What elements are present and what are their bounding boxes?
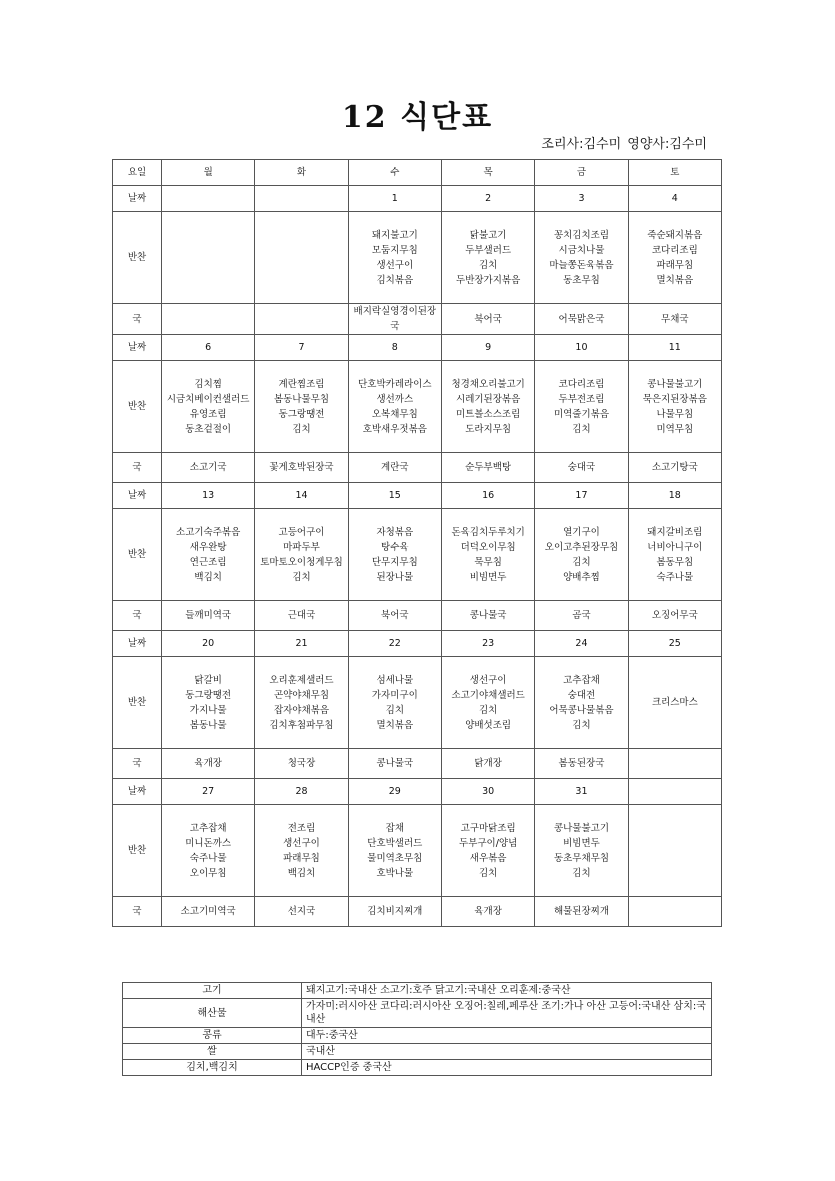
menu-item: 계란찜조림	[278, 378, 325, 390]
menu-item: 오이무침	[189, 867, 227, 879]
soup-cell: 순두부백탕	[441, 453, 534, 483]
menu-item: 백김치	[287, 867, 316, 879]
menu-item: 콩나물불고기	[553, 822, 609, 834]
soup-cell: 오징어무국	[628, 601, 721, 631]
origin-table	[122, 982, 712, 1076]
weekday-header: 화	[255, 160, 348, 186]
menu-item: 섬세나물	[376, 674, 414, 686]
side-dish-label: 반찬	[113, 361, 162, 453]
side-dish-cell	[535, 509, 628, 601]
menu-item: 시레기된장볶음	[456, 393, 521, 405]
soup-row	[113, 453, 722, 483]
soup-cell: 육개장	[441, 897, 534, 927]
side-dish-cell	[535, 805, 628, 897]
menu-item: 김치	[292, 571, 311, 583]
menu-item: 콩나물불고기	[647, 378, 703, 390]
menu-item: 비빔면두	[563, 837, 600, 849]
date-cell: 8	[348, 335, 441, 361]
date-cell: 10	[535, 335, 628, 361]
soup-cell: 숭대국	[535, 453, 628, 483]
side-dish-cell	[255, 361, 348, 453]
date-label: 날짜	[113, 779, 162, 805]
side-dish-cell	[441, 509, 534, 601]
soup-cell	[628, 897, 721, 927]
menu-item: 김치후첨파무침	[269, 719, 334, 731]
menu-item: 묵은지된장볶음	[642, 393, 707, 405]
menu-item: 죽순돼지볶음	[647, 229, 703, 241]
origin-value: 돼지고기:국내산 소고기:호주 닭고기:국내산 오리훈제:중국산	[302, 983, 712, 999]
side-dish-row	[113, 509, 722, 601]
menu-table	[112, 159, 722, 927]
date-cell: 24	[535, 631, 628, 657]
side-dish-cell	[348, 805, 441, 897]
soup-label: 국	[113, 601, 162, 631]
date-cell: 22	[348, 631, 441, 657]
soup-cell: 닭개장	[441, 749, 534, 779]
soup-row	[113, 897, 722, 927]
menu-item: 더덕오이무침	[460, 541, 516, 553]
soup-cell: 콩나물국	[441, 601, 534, 631]
menu-item: 오복채무침	[371, 408, 418, 420]
soup-row	[113, 749, 722, 779]
side-dish-cell	[441, 212, 534, 304]
date-cell	[162, 186, 255, 212]
date-cell: 25	[628, 631, 721, 657]
side-dish-row	[113, 361, 722, 453]
origin-category: 김치,백김치	[123, 1060, 302, 1076]
menu-item: 닭갈비	[194, 674, 222, 686]
menu-item: 양배섯조림	[465, 719, 512, 731]
side-dish-cell	[628, 657, 721, 749]
menu-item: 동초무침	[563, 274, 600, 286]
side-dish-cell	[162, 361, 255, 453]
weekday-header: 금	[535, 160, 628, 186]
menu-item: 도라지무침	[465, 423, 512, 435]
soup-cell: 소고기국	[162, 453, 255, 483]
menu-item: 고등어구이	[278, 526, 325, 538]
date-label: 날짜	[113, 631, 162, 657]
menu-item: 오이고추된장무침	[544, 541, 619, 553]
menu-item: 비빔면두	[469, 571, 507, 583]
menu-item: 숙주나물	[189, 852, 227, 864]
soup-cell	[628, 749, 721, 779]
menu-item: 파래무침	[283, 852, 320, 864]
soup-label: 국	[113, 897, 162, 927]
soup-cell	[255, 304, 348, 335]
menu-item: 자청볶음	[376, 526, 414, 538]
side-dish-cell	[162, 509, 255, 601]
soup-cell: 꽃게호박된장국	[255, 453, 348, 483]
side-dish-row	[113, 657, 722, 749]
date-cell: 23	[441, 631, 534, 657]
side-dish-cell	[255, 212, 348, 304]
soup-cell: 콩나물국	[348, 749, 441, 779]
menu-item: 잡채	[385, 822, 404, 834]
menu-item: 잡자야채볶음	[273, 704, 330, 716]
menu-item: 시금치나물	[558, 244, 605, 256]
menu-item: 멸치볶음	[376, 719, 414, 731]
side-dish-cell	[255, 509, 348, 601]
date-cell: 14	[255, 483, 348, 509]
side-dish-cell	[441, 361, 534, 453]
weekday-header: 수	[348, 160, 441, 186]
soup-label: 국	[113, 453, 162, 483]
soup-cell	[162, 304, 255, 335]
soup-cell: 들깨미역국	[162, 601, 255, 631]
menu-item: 새우볶음	[469, 852, 507, 864]
side-dish-row	[113, 805, 722, 897]
menu-item: 된장나물	[376, 571, 414, 583]
menu-item: 숭대전	[567, 689, 596, 701]
soup-cell: 김치비지찌개	[348, 897, 441, 927]
menu-item: 백김치	[194, 571, 222, 583]
menu-item: 호박새우젓볶음	[362, 423, 427, 435]
side-dish-cell	[255, 657, 348, 749]
menu-item: 김치	[572, 423, 591, 435]
menu-item: 토마토오이청게무침	[260, 556, 343, 568]
menu-item: 꽁치김치조림	[553, 229, 609, 241]
soup-cell: 북어국	[441, 304, 534, 335]
menu-item: 가자미구이	[371, 689, 418, 701]
weekday-header-label: 요일	[113, 160, 162, 186]
staff-info: 조리사:김수미 영양사:김수미	[541, 137, 707, 152]
menu-item: 가지나물	[189, 704, 227, 716]
menu-item: 동초무채무침	[553, 852, 609, 864]
origin-row	[123, 1028, 712, 1044]
weekday-header: 토	[628, 160, 721, 186]
date-cell: 11	[628, 335, 721, 361]
date-row	[113, 186, 722, 212]
menu-item: 연근조림	[189, 556, 227, 568]
date-cell	[628, 779, 721, 805]
menu-item: 숙주나물	[656, 571, 694, 583]
side-dish-cell	[628, 212, 721, 304]
menu-item: 봄동나물	[189, 719, 227, 731]
side-dish-cell	[348, 361, 441, 453]
menu-item: 소고기숙주볶음	[176, 526, 241, 538]
menu-item: 시금치베이컨샐러드	[166, 393, 250, 405]
origin-value: 가자미:러시아산 코다리:러시아산 오징어:칠레,페루산 조기:가나 아산 고등어:국내산 삼치:국내산	[302, 999, 712, 1028]
menu-item: 탕수육	[381, 541, 409, 553]
soup-cell: 청국장	[255, 749, 348, 779]
menu-item: 마파두부	[283, 541, 320, 553]
side-dish-label: 반찬	[113, 509, 162, 601]
date-cell: 7	[255, 335, 348, 361]
date-row	[113, 779, 722, 805]
side-dish-label: 반찬	[113, 212, 162, 304]
soup-cell: 선지국	[255, 897, 348, 927]
soup-cell: 봄동된장국	[535, 749, 628, 779]
origin-category: 콩류	[123, 1028, 302, 1044]
menu-item: 미역무침	[656, 423, 694, 435]
side-dish-cell	[628, 361, 721, 453]
side-dish-cell	[535, 657, 628, 749]
menu-item: 생선구이	[283, 837, 320, 849]
date-cell: 1	[348, 186, 441, 212]
side-dish-cell	[628, 509, 721, 601]
menu-item: 김치	[572, 867, 591, 879]
menu-item: 단호박카레라이스	[358, 378, 432, 390]
menu-item: 청경채오리불고기	[451, 378, 525, 390]
menu-item: 돼지불고기	[371, 229, 418, 241]
menu-item: 모둠지무침	[371, 244, 418, 256]
date-cell: 13	[162, 483, 255, 509]
menu-item: 김치	[478, 704, 498, 716]
page-title: 12 식단표	[341, 100, 494, 135]
menu-item: 김치	[478, 259, 498, 271]
menu-item: 미역줄기볶음	[553, 408, 609, 420]
menu-item: 곤약야채무침	[273, 689, 330, 701]
origin-row	[123, 999, 712, 1028]
origin-value: 대두:중국산	[302, 1028, 712, 1044]
date-cell: 9	[441, 335, 534, 361]
origin-row	[123, 983, 712, 999]
menu-item: 마늘쫑돈육볶음	[549, 259, 614, 271]
origin-value: HACCP인증 중국산	[302, 1060, 712, 1076]
soup-cell: 북어국	[348, 601, 441, 631]
menu-item: 김치	[572, 719, 591, 731]
menu-item: 생선까스	[376, 393, 414, 405]
menu-item: 고구마닭조림	[460, 822, 516, 834]
side-dish-cell	[348, 212, 441, 304]
soup-cell: 해물된장찌개	[535, 897, 628, 927]
menu-item: 전조림	[287, 822, 316, 834]
date-cell: 16	[441, 483, 534, 509]
date-cell: 6	[162, 335, 255, 361]
menu-item: 묵무침	[474, 556, 502, 568]
date-cell: 31	[535, 779, 628, 805]
weekday-header: 목	[441, 160, 534, 186]
menu-item: 두반장가지볶음	[456, 274, 521, 286]
side-dish-cell	[441, 805, 534, 897]
soup-cell: 근대국	[255, 601, 348, 631]
soup-cell: 무채국	[628, 304, 721, 335]
side-dish-cell	[348, 657, 441, 749]
menu-item: 두부구이/양념	[459, 837, 518, 849]
soup-label: 국	[113, 749, 162, 779]
menu-item: 김치	[478, 867, 498, 879]
soup-cell: 소고기탕국	[628, 453, 721, 483]
menu-item: 너비아니구이	[647, 541, 703, 553]
soup-cell: 계란국	[348, 453, 441, 483]
menu-item: 돈육김치두루치기	[451, 526, 525, 538]
menu-item: 김치	[292, 423, 311, 435]
menu-item: 동초겉절이	[185, 423, 232, 435]
soup-cell: 배지락실영경이된장국	[348, 304, 441, 335]
menu-item: 단호박샐러드	[367, 837, 423, 849]
side-dish-label: 반찬	[113, 805, 162, 897]
soup-cell: 어묵맑은국	[535, 304, 628, 335]
date-cell: 18	[628, 483, 721, 509]
menu-item: 두부전조림	[558, 393, 605, 405]
date-row	[113, 631, 722, 657]
menu-item: 미트볼소스조림	[456, 408, 521, 420]
origin-row	[123, 1060, 712, 1076]
date-cell: 3	[535, 186, 628, 212]
menu-item: 소고기야채샐러드	[451, 689, 525, 701]
menu-item: 생선구이	[469, 674, 507, 686]
menu-item: 파래무침	[656, 259, 694, 271]
menu-item: 김치찜	[194, 378, 222, 390]
side-dish-cell	[535, 361, 628, 453]
soup-cell: 곰국	[535, 601, 628, 631]
date-cell: 30	[441, 779, 534, 805]
menu-item: 멸치볶음	[656, 274, 694, 286]
menu-item: 코다리조림	[651, 244, 698, 256]
menu-item: 김치	[385, 704, 404, 716]
origin-row	[123, 1044, 712, 1060]
side-dish-cell	[348, 509, 441, 601]
date-row	[113, 483, 722, 509]
menu-item: 김치	[572, 556, 591, 568]
side-dish-cell	[162, 212, 255, 304]
side-dish-cell	[162, 657, 255, 749]
soup-cell: 육개장	[162, 749, 255, 779]
menu-item: 동그랑땡전	[185, 689, 232, 701]
date-cell: 4	[628, 186, 721, 212]
menu-item: 물미역초무침	[367, 852, 423, 864]
menu-item: 김치볶음	[376, 274, 414, 286]
date-cell: 17	[535, 483, 628, 509]
side-dish-cell	[441, 657, 534, 749]
weekday-header: 월	[162, 160, 255, 186]
menu-item: 미니돈까스	[185, 837, 232, 849]
side-dish-cell	[535, 212, 628, 304]
menu-item: 두부샐러드	[465, 244, 512, 256]
date-cell: 27	[162, 779, 255, 805]
menu-item: 오리훈제샐러드	[269, 674, 334, 686]
date-row	[113, 335, 722, 361]
soup-row	[113, 601, 722, 631]
side-dish-row	[113, 212, 722, 304]
menu-item: 크리스마스	[651, 697, 698, 708]
menu-item: 동그랑땡전	[278, 408, 325, 420]
side-dish-cell	[255, 805, 348, 897]
menu-item: 고추잡채	[189, 822, 227, 834]
menu-item: 돼지갈비조림	[647, 526, 703, 538]
date-cell: 20	[162, 631, 255, 657]
menu-item: 봄동나물무침	[273, 393, 330, 405]
menu-item: 단무지무침	[371, 556, 418, 568]
side-dish-label: 반찬	[113, 657, 162, 749]
menu-item: 유영조림	[189, 408, 227, 420]
soup-label: 국	[113, 304, 162, 335]
origin-category: 해산물	[123, 999, 302, 1028]
menu-item: 열기구이	[563, 526, 600, 538]
date-label: 날짜	[113, 483, 162, 509]
date-label: 날짜	[113, 335, 162, 361]
date-cell: 2	[441, 186, 534, 212]
menu-item: 생선구이	[376, 259, 414, 271]
date-cell: 29	[348, 779, 441, 805]
soup-row	[113, 304, 722, 335]
menu-item: 어묵콩나물볶음	[549, 704, 614, 716]
menu-item: 양배추찜	[563, 571, 600, 583]
date-cell: 28	[255, 779, 348, 805]
side-dish-cell	[162, 805, 255, 897]
soup-cell: 소고기미역국	[162, 897, 255, 927]
date-cell: 15	[348, 483, 441, 509]
menu-item: 새우완탕	[189, 541, 227, 553]
side-dish-cell	[628, 805, 721, 897]
date-cell	[255, 186, 348, 212]
menu-item: 봄동무침	[656, 556, 694, 568]
menu-item: 호박나물	[376, 867, 414, 879]
origin-category: 고기	[123, 983, 302, 999]
menu-item: 고추잡채	[563, 674, 600, 686]
origin-category: 쌀	[123, 1044, 302, 1060]
menu-item: 닭불고기	[469, 229, 507, 241]
date-label: 날짜	[113, 186, 162, 212]
menu-item: 코다리조림	[558, 378, 605, 390]
menu-item: 나물무침	[656, 408, 694, 420]
origin-value: 국내산	[302, 1044, 712, 1060]
date-cell: 21	[255, 631, 348, 657]
weekday-header-row	[113, 160, 722, 186]
